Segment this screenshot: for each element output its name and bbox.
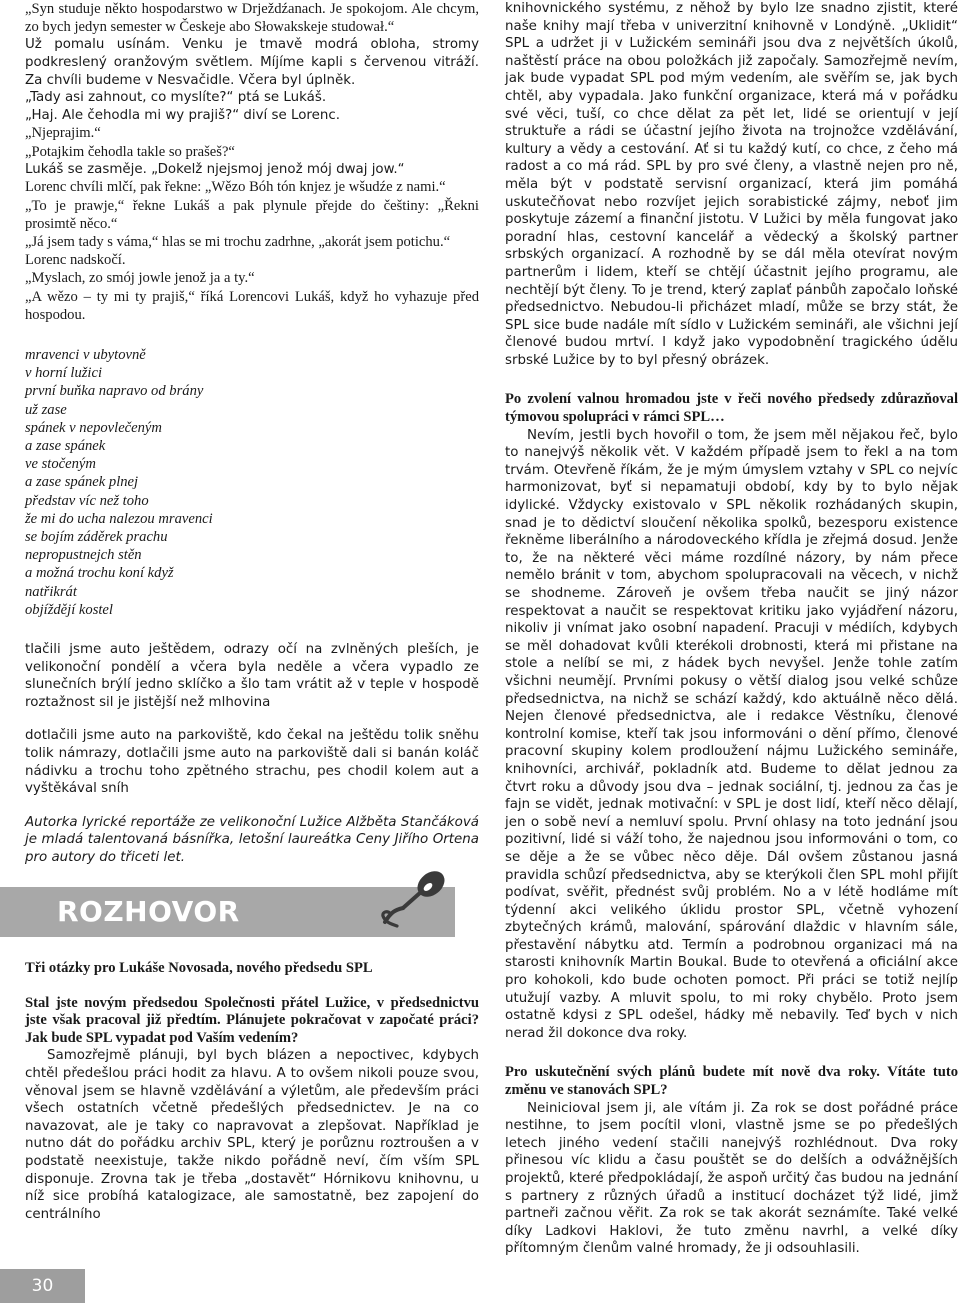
author-note: Autorka lyrické reportáže ze velikonoční Lužice Alžběta Stančáková je mladá talentovaná básnířka, letošní laureátka Ceny Jiřího Ortena pro autory do třiceti let. [25,814,479,865]
page-number: 30 [0,1269,85,1303]
banner-title: ROZHOVOR [57,894,240,928]
dialogue-line: „Tady asi zahnout, co myslíte?“ ptá se Lukáš. [25,90,327,106]
dialogue-line: „A wězo – ty mi ty prajiš,“ říká Lorencovi Lukáš, když ho vyhazuje před hospodou. [25,288,479,323]
poem-line: nepropustnejch stěn [25,547,142,564]
poem-line: objíždějí kostel [25,601,113,618]
dialogue-line: Lorenc chvíli mlčí, pak řekne: „Wězo Bóh tón knjez je wšudźe z nami.“ [25,179,446,196]
poem-line: a možná trochu koní když [25,565,174,582]
poem-line: ve stočeným [25,456,96,473]
poem-line: že mi do ucha nalezou mravenci [25,510,213,527]
answer-1-continued: knihovnického systému, z něhož by bylo lze snadno zjistit, které naše knihy mají třeba v univerzitní knihovně v Londýně. „Uklidit“ SPL a udržet ji v Lužickém semináři jsou dva z největších úkolů, naštěstí práce na obou položkách již započaly. Samozřejmě nevím, jak bude vypadat SPL pod mým vedením, ale svěřím se, jak bych chtěl, aby vypadala. Jako funkční organizace, která má v pořádku své věci, tuší, co chce dělat za pět let, lidé se orientují v její struktuře a rádi se účastní jejího života na trojnožce vzdělávání, kultury a vědy a cestování. Ať si tu každý kutí, co chce, z čeho má radost a co má rád. SPL by pro své členy, a vlastně nejen pro ně, měla být v podstatě servisní organizací, která jim pomáhá uskutečňovat nebo rozvíjet jejich sorabistické zájmy, neboť jim poskytuje zázemí a finanční jistotu. V Lužici by měla fungovat jako poradní hlas, cestovní kancelář a vědecký a školský partner srbských organizací. A rozhodně by se dál měla otevírat novým partnerům i lidem, kteří se chtějí účastnit jejího programu, ale nechtějí být členy. To je trend, který zaplať pánbůh započalo loňské předsednictvo. Nebudou-li přicházet mladí, může se brzy stát, že SPL sice bude nadále mít sídlo v Lužickém semináři, ale všichni její členové budou mrtví. I když jako vypodobnění tragického údělu srbské Lužice by to byl přesný obrázek. [505,1,958,368]
answer-1: Samozřejmě plánuji, byl bych blázen a nepoctivec, kdybych chtěl předešlou práci hodit za hlavu. A to ovšem nikoli pouze svou, věnoval jsem se hlavně vzdělávání a výletům, ale především práci všech ostatních včetně předešlých předsednictev. Je na co navazovat, ale je taky co napravovat a zlepšovat. Například je nutno dát do pořádku archiv SPL, který je porůznu roztroušen a v podstatě neexistuje, takže nikdo pořádně neví, čím vším SPL disponuje. Zrovna tak je třeba „dostavět“ Hórnikovu knihovnu, u níž sice probíhá katalogizace, ale samostatně, bez zapojení do centrálního [25,1048,479,1222]
poem-line: a zase spánek [25,438,106,455]
dialogue-line: „To je prawje,“ řekne Lukáš a pak plynule přejde do češtiny: „Řekni prosimtě něco.“ [25,197,479,232]
poem-line: představ víc než toho [25,492,149,509]
dialogue-line: Lorenc nadskočí. [25,252,126,269]
poem [25,346,479,619]
dialogue-line: „Syn studuje někto hospodarstwo w Drježdźanach. Je spokojom. Ale chcym, zo bych jedyn semester w Českeje abo Słowakskeje studował.“ [25,1,479,36]
poem-line: a zase spánek plnej [25,474,139,491]
right-column [505,0,958,1258]
question-1: Stal jste novým předsedou Společnosti přátel Lužice, v předsednictvu jste však pracoval již předtím. Plánujete pokračovat v započaté práci? Jak bude SPL vypadat pod Vaším vedením? [25,994,479,1046]
poem-line: spánek v nepovlečeným [25,419,162,436]
question-3: Pro uskutečnění svých plánů budete mít nově dva roky. Vítáte tuto změnu ve stanovách SPL? [505,1064,958,1099]
poem-line: už zase [25,401,67,418]
dialogue-line: „Potajkim čehodla takle so prašeš?“ [25,143,235,160]
section-banner [0,887,455,937]
prose-paragraph-2: dotlačili jsme auto na parkoviště, kdo čekal na ještědu tolik sněhu tolik námrazy, dotlačili jsme auto na parkoviště dali si banán koláč nádivku a trochu toho zpětného strachu, pes chodil kolem aut a vyštěkával sníh [25,728,479,797]
poem-line: první buňka napravo od brány [25,383,204,400]
dialogue-line: „Njeprajim.“ [25,125,101,142]
dialogue-line: „Myslach, zo smój jowle jenož ja a ty.“ [25,270,255,287]
dialogue-block [25,0,479,324]
microphone-icon [377,860,457,940]
poem-line: mravenci v ubytovně [25,347,146,363]
dialogue-line: Lukáš se zasměje. „Dokelž njejsmoj jenož mój dwaj jow.“ [25,161,405,177]
answer-2: Nevím, jestli bych hovořil o tom, že jsem měl nějakou řeč, bylo to nanejvýš několik vět. V každém případě jsem to řekl a na tom trvám. Otevřeně říkám, že je mým úmyslem vztahy v SPL co nejvíc harmonizovat, byť si nepamatuji období, kdy by to bylo nějak idylické. Vždycky existovalo v SPL několik rozhádaných skupin, snad je to dědictví sloučení několika spolků, bezesporu existence řekněme liberálního a národoveckého křídla je zřejmá dosud. Jenže to, že na některé věci máme rozdílné názory, by nám přece nemělo bránit v tom, abychom spolupracovali na věcech, v nichž se shodneme. Zároveň je ovšem třeba naučit se jiný názor respektovat a naučit se respektovat kritiku jako vyjádření názoru, nikoliv ji vnímat jako osobní napadení. Pracuji v médiích, kdybych se měl dohadovat kvůli kterékoli drobnosti, která mi přistane na stole a nelíbí se mi, z hádek bych nevyšel. Jenže tohle zatím všichni neumějí. Prvními pokusy o větší dialog jsou velké schůze předsednictva, na nichž se schází každý, kdo aktuálně něco dělá. Nejen členové předsednictva, ale i redakce Věstníku, členové kontrolní komise, kteří tak jsou informováni o dění přímo, členové pracovní skupiny kolem prodloužení nájmu Lužického semináře, knihovníci, archivář, pokladník atd. Budeme to dělat jednou za čtvrt roku a důvody jsou dva – jednak sociální, tj. jednou za čas je fajn se vidět, jednak motivační: v SPL je dost lidí, kteří něco dělají, jen o sobě neví a nemluví spolu. První ohlasy na toto jednání jsou pozitivní, lidé si váží toho, že najednou jsou informováni o tom, co se děje a že se vůbec něco děje. Dál ovšem zůstanou jasná pravidla schůzí předsednictva, aby se kterýkoli člen SPL mohl přijít podívat, svěřit, přednést svůj problém. No a v létě hodláme mít týdenní akci velikého úklidu prostor SPL, včetně vyhození zbytečných krámů, malování, spárování dlaždic v hlavním sále, přestavění nábytku atd. Termín a podrobnou organizaci má na starosti knihovník Martin Boukal. Bude to otevřená a oficiální akce pro kohokoli, kdo bude ochoten pomoct. Při práci se totiž nejlíp utužují vazby. A mluvit spolu, to mi roky chybělo. Proto jsem ostatně kdysi z SPL odešel, hádky mě nebavily. Teď bych v nich nerad žil dokonce dva roky. [505,427,958,1041]
interview-title: Tři otázky pro Lukáše Novosada, nového předsedu SPL [25,959,373,976]
left-column [25,0,479,1223]
dialogue-line: „Já jsem tady s váma,“ hlas se mi trochu zadrhne, „akorát jsem potichu.“ [25,233,451,250]
dialogue-line: „Haj. Ale čehodla mi wy prajiš?“ diví se Lorenc. [25,107,340,123]
dialogue-line: Už pomalu usínám. Venku je tmavě modrá obloha, stromy podkreslený oranžovým světlem. Míjíme kapli s červenou vitráží. Za chvíli budeme v Nesvačidle. Včera byl úplněk. [25,37,479,88]
answer-3: Neinicioval jsem ji, ale vítám ji. Za rok se dost pořádné práce nestihne, to jsem pocítil vloni, vlastně jsme se po předešlých letech jiného vedení stačili nanejvýš rozhlédnout. Dva roky přinesou víc klidu a času pouštět se do delších a odvážnějších projektů, které předpokládají, že aspoň určitý čas budou na jednání s partnery z různých úřadů a institucí docházet týž lidé, jimž partneři začnou věřit. Za rok se tak akorát seznámíte. Také velké díky Ladkovi Haklovi, že tuto změnu navrhl, a velké díky přítomným členům valné hromady, že ji odsouhlasili. [505,1100,958,1257]
poem-line: natřikrát [25,583,77,600]
poem-line: se bojím záděrek prachu [25,529,168,546]
question-2: Po zvolení valnou hromadou jste v řeči nového předsedy zdůrazňoval týmovou spolupráci v rámci SPL… [505,391,958,426]
poem-line: v horní lužici [25,365,103,382]
prose-paragraph-1: tlačili jsme auto ještědem, odrazy očí na zvlněných pleších, je velikonoční pondělí a včera byla neděle a včera vypadlo ze slunečních brýlí jedno sklíčko a šlo tam vrátit až v teple v hospodě roztažnost sil je jistější než mlhovina [25,642,479,710]
